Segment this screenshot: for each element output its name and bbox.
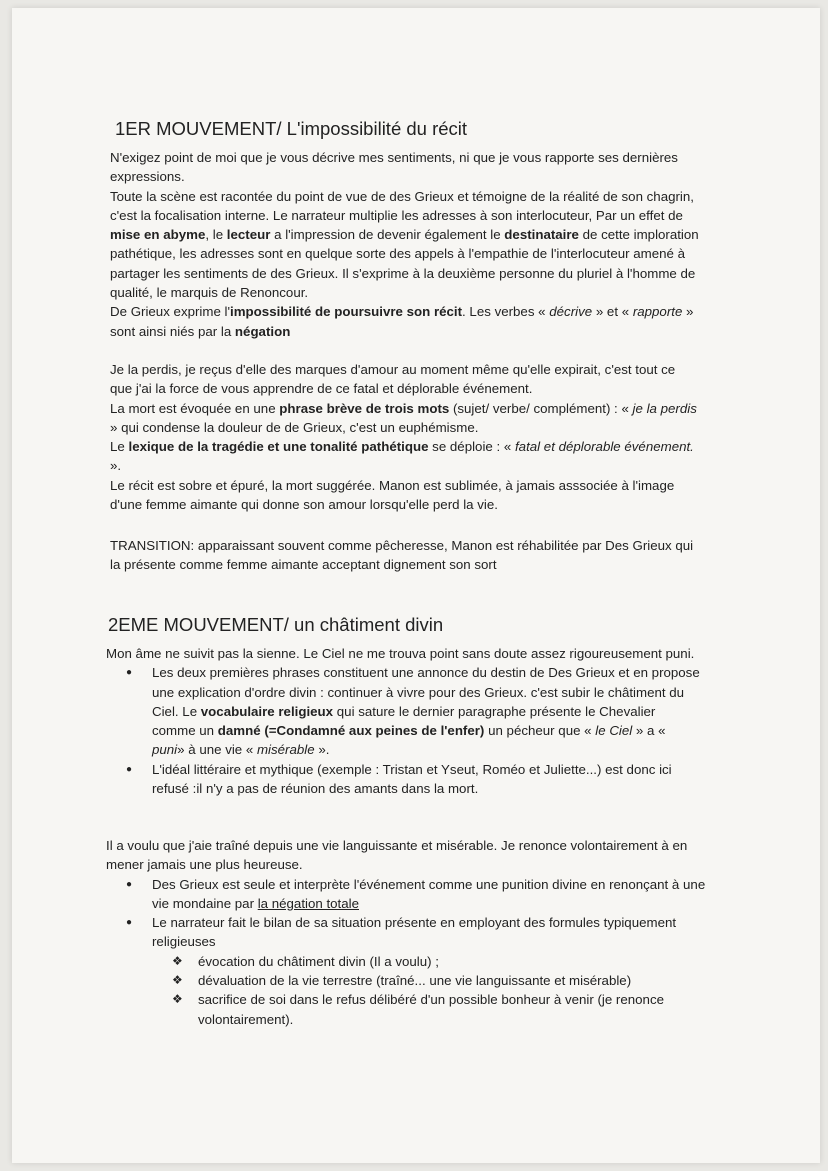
section1-paragraph-1: Toute la scène est racontée du point de vue de des Grieux et témoigne de la réalité de son chagrin, c'est la focalisation interne. Le narrateur multiplie les adresses à son interlocuteur, Par un effet de mise en abyme, le lecteur a l'impression de devenir également le destinataire de cette imploration pathétique, les adresses sont en quelque sorte des appels à l'empathie de l'interlocuteur amené à partager les sentiments de des Grieux. Il s'exprime à la deuxième personne du pluriel à l'homme de qualité, le marquis de Renoncour. bbox=[110, 188, 699, 301]
sub-list bbox=[106, 952, 706, 1029]
section1-body bbox=[110, 148, 700, 341]
section1-paragraph-2: De Grieux exprime l'impossibilité de poursuivre son récit. Les verbes « décrive » et « rapporte » sont ainsi niés par la négation bbox=[110, 304, 694, 339]
section1-quote: N'exigez point de moi que je vous décrive mes sentiments, ni que je vous rapporte ses dernières expressions. bbox=[110, 150, 678, 185]
section2-bullet-list-1 bbox=[106, 663, 701, 798]
list-item: ● Les deux premières phrases constituent une annonce du destin de Des Grieux et en propose une explication d'ordre divin : continuer à vivre pour des Grieux. c'est subir le châtiment du Ciel. Le vocabulaire religieux qui sature le dernier paragraphe présente le Chevalier comme un damné (=Condamné aux peines de l'enfer) un pécheur que « le Ciel » a « puni» à une vie « misérable ». bbox=[106, 663, 701, 759]
section1-paragraph-5: Le récit est sobre et épuré, la mort suggérée. Manon est sublimée, à jamais asssociée à l'image d'une femme aimante qui donne son amour lorsqu'elle perd la vie. bbox=[110, 477, 675, 513]
list-item: ● Le narrateur fait le bilan de sa situation présente en employant des formules typiquement religieuses ❖ évocation du châtiment divin (Il a voulu) ; ❖ dévaluation de la vie terrestre (traîné... une vie languissante et misérable) ❖ sacrifice de soi dans le refus délibéré d'un possible bonheur à venir (je renonce volontairement). bbox=[106, 913, 706, 1029]
list-item: ● L'idéal littéraire et mythique (exemple : Tristan et Yseut, Roméo et Juliette...) est donc ici refusé :il n'y a pas de réunion des amants dans la mort. bbox=[106, 760, 701, 799]
section2-body bbox=[106, 644, 701, 798]
document-page bbox=[12, 8, 820, 1163]
transition-block bbox=[110, 536, 700, 575]
list-item: ● Des Grieux est seule et interprète l'événement comme une punition divine en renonçant à une vie mondaine par la négation totale bbox=[106, 875, 706, 914]
transition-text: TRANSITION: apparaissant souvent comme pêcheresse, Manon est réhabilitée par Des Grieux qui la présente comme femme aimante acceptant dignement son sort bbox=[110, 538, 694, 573]
section1-paragraph-3: La mort est évoquée en une phrase brève de trois mots (sujet/ verbe/ complément) : « je la perdis » qui condense la douleur de de Grieux, c'est un euphémisme. bbox=[110, 400, 697, 435]
section2-quote: Mon âme ne suivit pas la sienne. Le Ciel ne me trouva point sans doute assez rigoureusement puni. bbox=[106, 646, 695, 661]
section2-quote-2: Il a voulu que j'aie traîné depuis une vie languissante et misérable. Je renonce volontairement à en mener jamais une plus heureuse. bbox=[106, 838, 688, 873]
section1-title: 1ER MOUVEMENT/ L'impossibilité du récit bbox=[115, 118, 468, 139]
section1-body-2 bbox=[110, 360, 700, 514]
sub-list-item: ❖ dévaluation de la vie terrestre (traîné... une vie languissante et misérable) bbox=[106, 971, 706, 990]
sub-list-item: ❖ sacrifice de soi dans le refus délibéré d'un possible bonheur à venir (je renonce volontairement). bbox=[106, 990, 706, 1029]
section1-quote-2: Je la perdis, je reçus d'elle des marques d'amour au moment même qu'elle expirait, c'est tout ce que j'ai la force de vous apprendre de ce fatal et déplorable événement. bbox=[110, 362, 676, 397]
section1-paragraph-4: Le lexique de la tragédie et une tonalité pathétique se déploie : « fatal et déplorable événement. ». bbox=[110, 439, 694, 474]
section2-title: 2EME MOUVEMENT/ un châtiment divin bbox=[108, 614, 444, 635]
section2-body-2 bbox=[106, 836, 706, 1029]
sub-list-item: ❖ évocation du châtiment divin (Il a voulu) ; bbox=[106, 952, 706, 971]
section2-bullet-list-2 bbox=[106, 875, 706, 1029]
